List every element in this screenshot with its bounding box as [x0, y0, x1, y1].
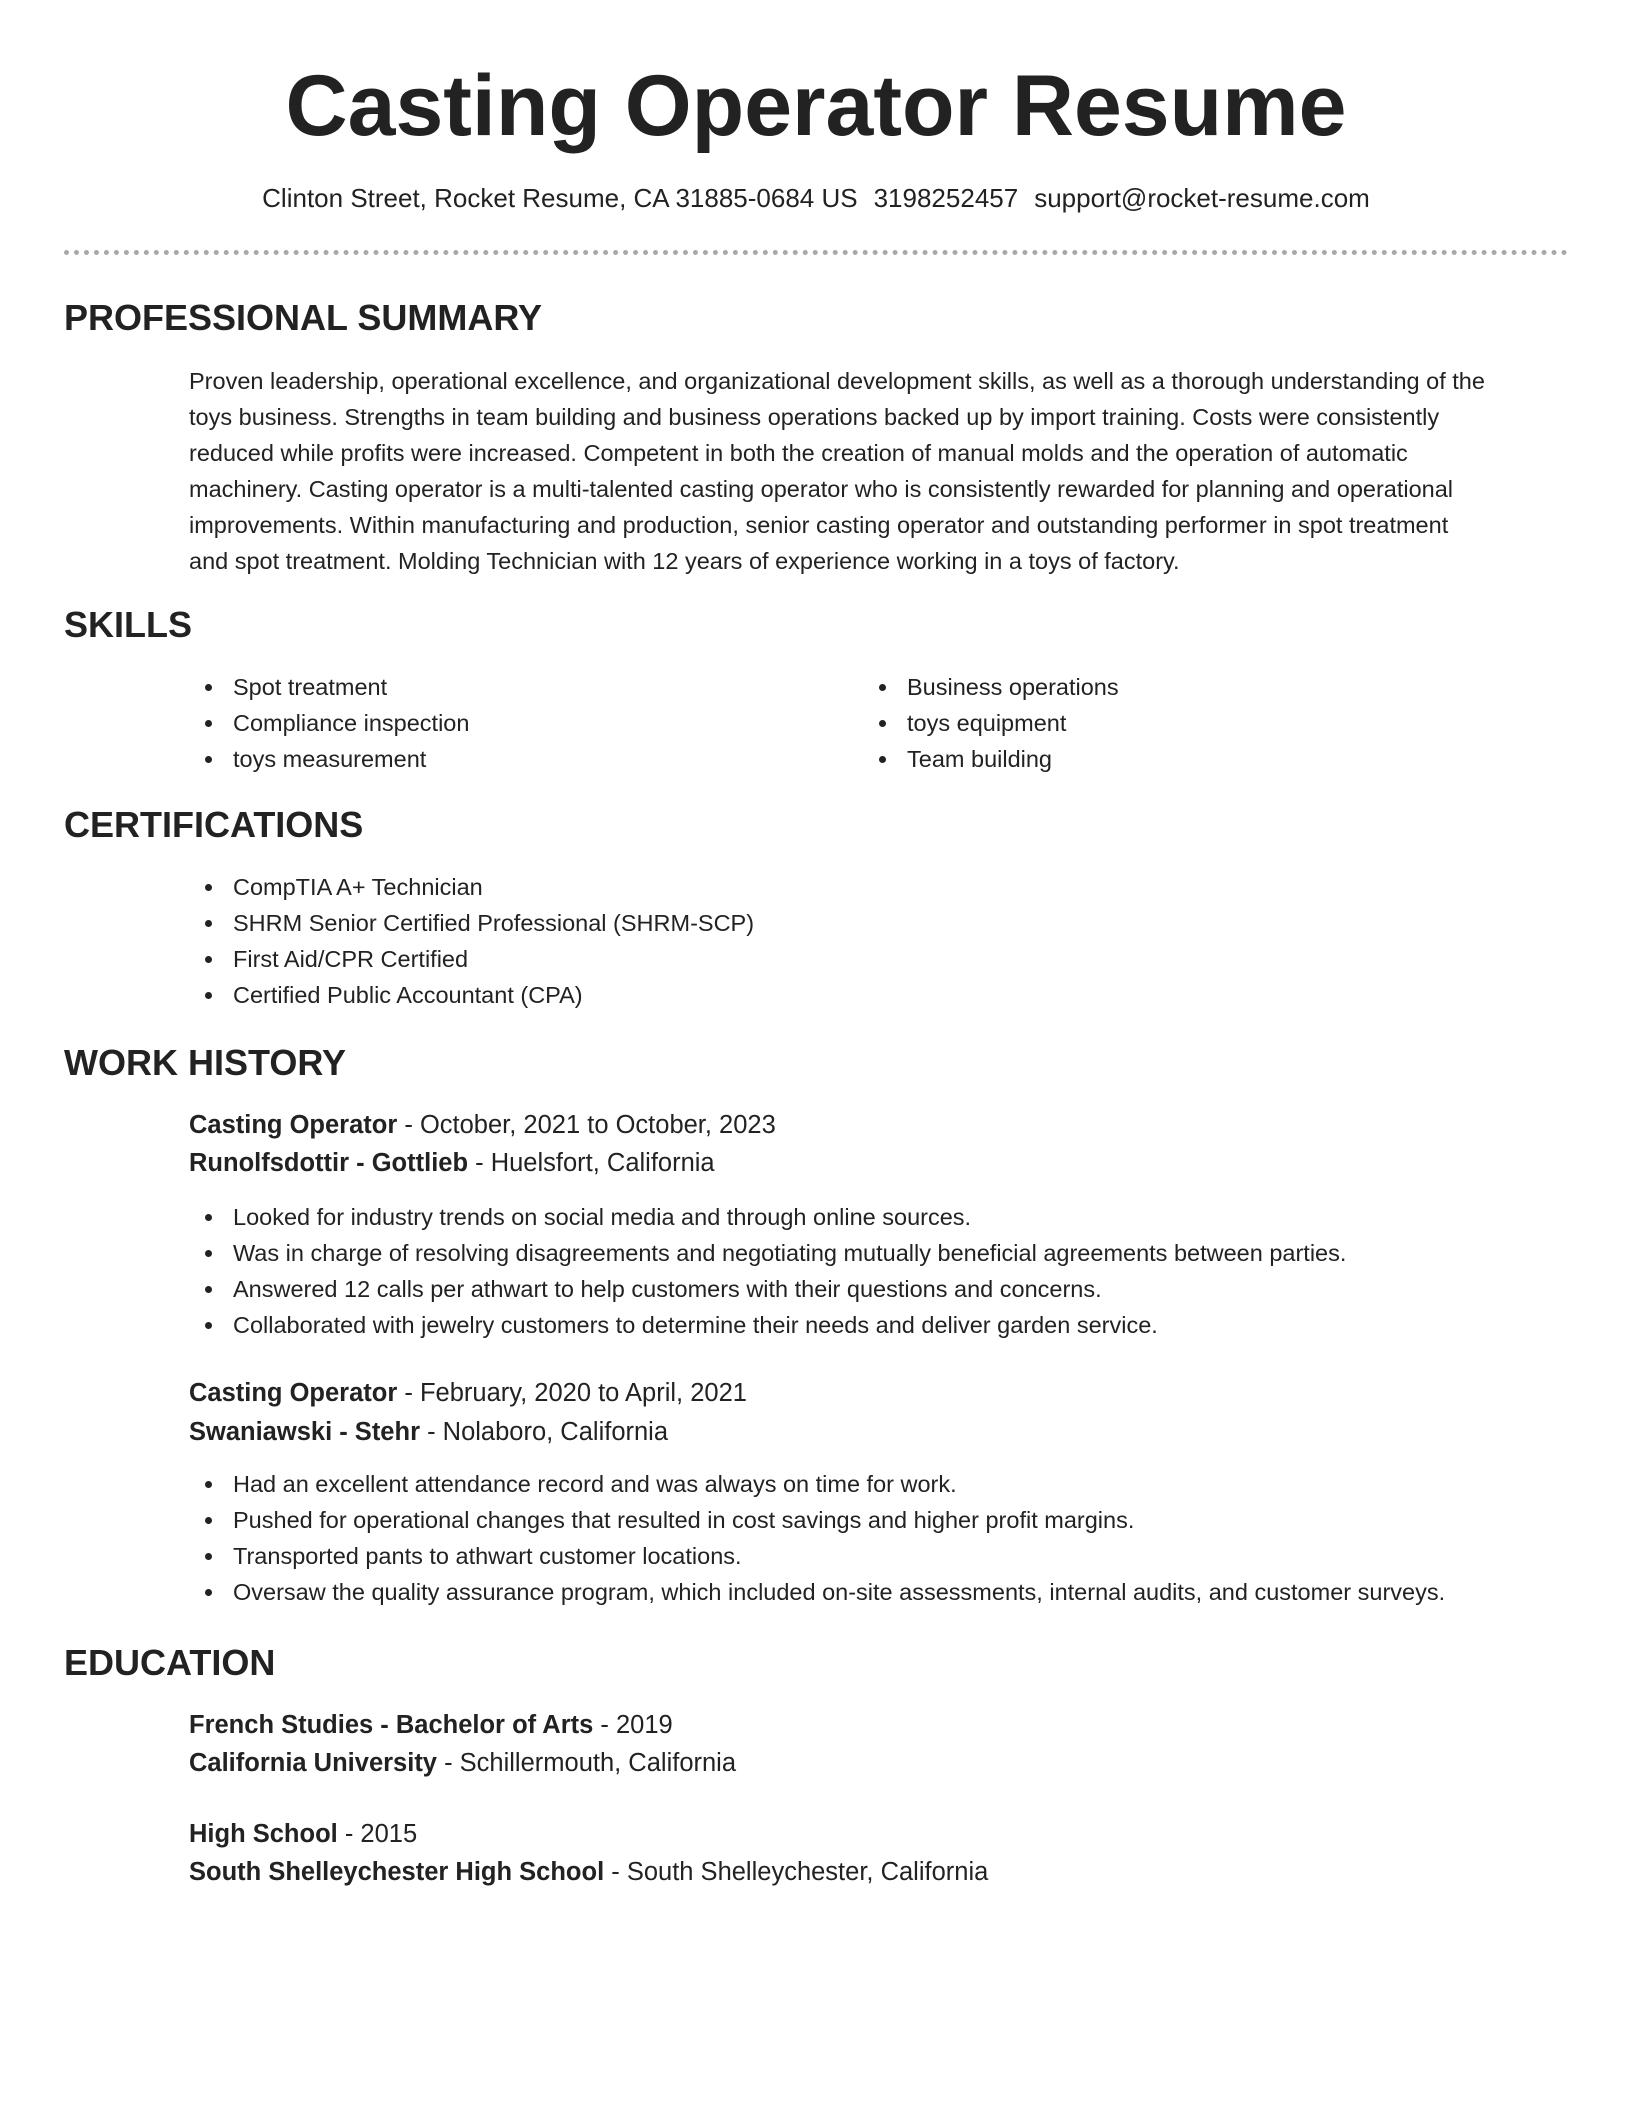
education-degree-line — [189, 1815, 417, 1853]
job-bullet: Pushed for operational changes that resulted in cost savings and higher profit margins. — [189, 1502, 1445, 1538]
education-school: California University — [189, 1749, 437, 1777]
job-location: - Nolaboro, California — [420, 1418, 669, 1446]
contact-email: support@rocket-resume.com — [1034, 183, 1370, 213]
education-heading: EDUCATION — [64, 1642, 276, 1683]
job-bullet: Had an excellent attendance record and was always on time for work. — [189, 1466, 1445, 1502]
job-bullet: Was in charge of resolving disagreements and negotiating mutually beneficial agreements between parties. — [189, 1235, 1346, 1271]
education-school-line — [189, 1853, 988, 1891]
skills-heading: SKILLS — [64, 604, 193, 645]
skill-item: Compliance inspection — [189, 705, 469, 741]
contact-line — [0, 180, 1632, 216]
skill-item: Spot treatment — [189, 669, 469, 705]
job-company-line — [189, 1144, 715, 1182]
header-divider — [64, 250, 1568, 255]
job-title-line — [189, 1374, 747, 1412]
skills-list-right — [863, 669, 1119, 777]
job-bullet: Answered 12 calls per athwart to help customers with their questions and concerns. — [189, 1271, 1346, 1307]
job-bullets — [189, 1466, 1445, 1610]
job-dates: - October, 2021 to October, 2023 — [397, 1111, 776, 1139]
contact-address: Clinton Street, Rocket Resume, CA 31885-0684 US — [262, 183, 858, 213]
job-company-line — [189, 1413, 668, 1451]
certifications-list — [189, 869, 754, 1013]
education-location: - South Shelleychester, California — [604, 1858, 989, 1886]
summary-line: improvements. Within manufacturing and production, senior casting operator and outstanding performer in spot treatment — [189, 512, 1449, 538]
certifications-heading: CERTIFICATIONS — [64, 804, 364, 845]
education-degree: High School — [189, 1820, 338, 1848]
contact-phone: 3198252457 — [873, 183, 1019, 213]
job-bullet: Looked for industry trends on social media and through online sources. — [189, 1199, 1346, 1235]
education-year: - 2019 — [593, 1711, 673, 1739]
skill-item: toys measurement — [189, 741, 469, 777]
job-bullet: Oversaw the quality assurance program, which included on-site assessments, internal audits, and customer surveys. — [189, 1574, 1445, 1610]
summary-line: and spot treatment. Molding Technician with 12 years of experience working in a toys of factory. — [189, 548, 1180, 574]
education-school: South Shelleychester High School — [189, 1858, 605, 1886]
summary-line: Proven leadership, operational excellence, and organizational development skills, as well as a thorough understanding of the — [189, 368, 1485, 394]
certification-item: First Aid/CPR Certified — [189, 941, 754, 977]
work-heading: WORK HISTORY — [64, 1042, 347, 1083]
certification-item: CompTIA A+ Technician — [189, 869, 754, 905]
summary-line: reduced while profits were increased. Competent in both the creation of manual molds and the operation of automatic — [189, 440, 1408, 466]
job-company: Swaniawski - Stehr — [189, 1418, 420, 1446]
certification-item: Certified Public Accountant (CPA) — [189, 977, 754, 1013]
skill-item: toys equipment — [863, 705, 1119, 741]
education-school-line — [189, 1744, 736, 1782]
education-degree: French Studies - Bachelor of Arts — [189, 1711, 594, 1739]
job-company: Runolfsdottir - Gottlieb — [189, 1149, 469, 1177]
skill-item: Business operations — [863, 669, 1119, 705]
education-degree-line — [189, 1706, 673, 1744]
certification-item: SHRM Senior Certified Professional (SHRM-SCP) — [189, 905, 754, 941]
job-role: Casting Operator — [189, 1111, 398, 1139]
education-year: - 2015 — [337, 1820, 418, 1848]
summary-text — [189, 363, 1569, 579]
job-location: - Huelsfort, California — [468, 1149, 715, 1177]
resume-title: Casting Operator Resume — [285, 58, 1347, 154]
job-bullets — [189, 1199, 1346, 1343]
job-title-line — [189, 1106, 776, 1144]
job-role: Casting Operator — [189, 1379, 398, 1407]
job-bullet: Transported pants to athwart customer locations. — [189, 1538, 1445, 1574]
summary-line: toys business. Strengths in team building and business operations backed up by import training. Costs were consistently — [189, 404, 1440, 430]
job-bullet: Collaborated with jewelry customers to determine their needs and deliver garden service. — [189, 1307, 1346, 1343]
job-dates: - February, 2020 to April, 2021 — [397, 1379, 747, 1407]
summary-heading: PROFESSIONAL SUMMARY — [64, 297, 543, 338]
education-location: - Schillermouth, California — [437, 1749, 737, 1777]
skill-item: Team building — [863, 741, 1119, 777]
skills-list-left — [189, 669, 469, 777]
summary-line: machinery. Casting operator is a multi-talented casting operator who is consistently rewarded for planning and operational — [189, 476, 1454, 502]
